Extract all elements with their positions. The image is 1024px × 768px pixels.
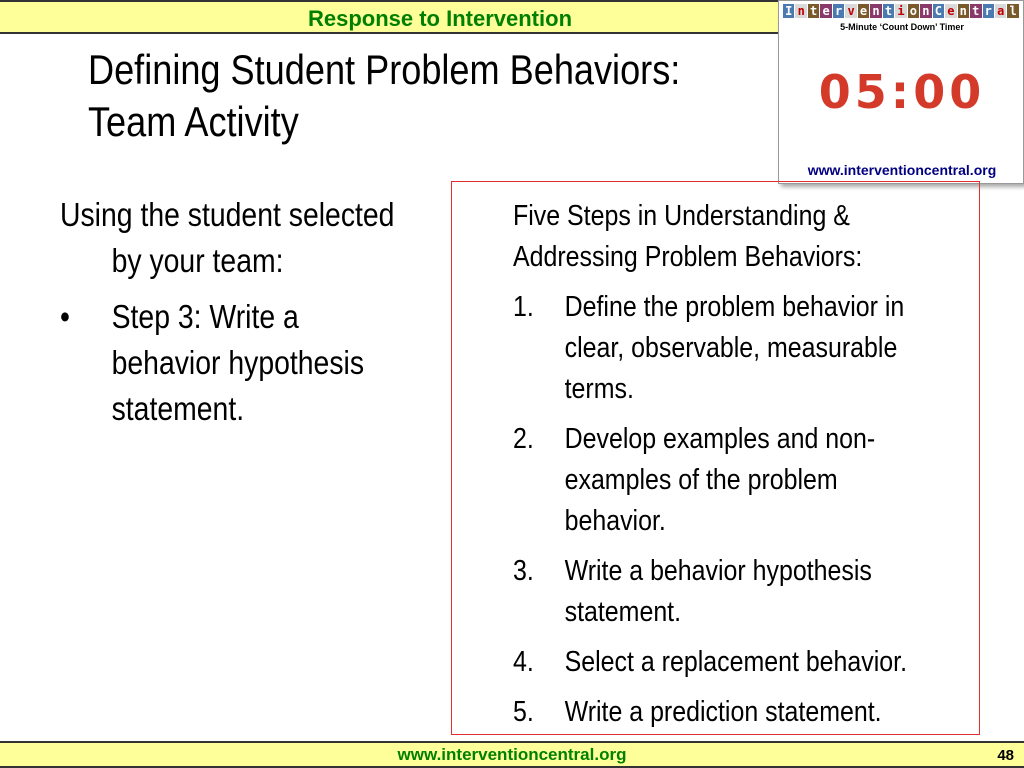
logo-letter: r (833, 4, 844, 18)
logo-letter: n (920, 4, 931, 18)
logo-letter: t (808, 4, 819, 18)
intervention-central-logo (783, 4, 1019, 18)
slide-title-line2: Team Activity (88, 98, 299, 145)
logo-letter: a (995, 4, 1006, 18)
slide-title (88, 44, 690, 148)
countdown-timer-widget[interactable] (778, 0, 1024, 184)
step-text: Develop examples and non-examples of the problem behavior. (564, 423, 876, 537)
step-item (513, 692, 960, 733)
page-number: 48 (997, 747, 1014, 764)
logo-letter: t (883, 4, 894, 18)
bullet-symbol: • (60, 298, 70, 335)
step-item (513, 642, 960, 683)
step-number: 1. (513, 291, 534, 323)
step-text: Define the problem behavior in clear, observable, measurable terms. (564, 291, 905, 405)
slide-title-line1: Defining Student Problem Behaviors: (88, 46, 681, 93)
logo-letter: n (958, 4, 969, 18)
header-title: Response to Intervention (307, 6, 573, 31)
step-number: 4. (513, 646, 534, 678)
timer-caption: 5-Minute ‘Count Down’ Timer (840, 22, 964, 32)
step-item (513, 287, 960, 410)
timer-url: www.interventioncentral.org (807, 162, 997, 178)
footer-bar (0, 741, 1024, 768)
logo-letter: o (908, 4, 919, 18)
logo-letter: i (895, 4, 906, 18)
timer-display: 05:00 (818, 65, 986, 119)
logo-letter: C (933, 4, 944, 18)
intro-text: Using the student selected by your team: (60, 196, 395, 279)
logo-letter: n (795, 4, 806, 18)
logo-letter: t (970, 4, 981, 18)
logo-letter: I (783, 4, 794, 18)
steps-content (513, 196, 960, 733)
step-number: 2. (513, 423, 534, 455)
left-column (60, 192, 395, 432)
step-number: 3. (513, 555, 534, 587)
logo-letter: r (983, 4, 994, 18)
step-text: Write a prediction statement. (564, 696, 882, 728)
steps-box (451, 181, 980, 735)
footer-url[interactable]: www.interventioncentral.org (397, 745, 627, 764)
logo-letter: e (820, 4, 831, 18)
logo-letter: e (945, 4, 956, 18)
step-number: 5. (513, 696, 534, 728)
steps-heading: Five Steps in Understanding & Addressing Problem Behaviors: (513, 200, 863, 273)
step-item (513, 551, 960, 633)
logo-letter: n (870, 4, 881, 18)
logo-letter: l (1007, 4, 1018, 18)
logo-letter: v (845, 4, 856, 18)
step-text: Select a replacement behavior. (564, 646, 908, 678)
bullet-item (60, 294, 395, 432)
step-text: Write a behavior hypothesis statement. (564, 555, 872, 628)
step-item (513, 419, 960, 542)
logo-letter: e (858, 4, 869, 18)
bullet-text: Step 3: Write a behavior hypothesis statement. (111, 298, 365, 427)
